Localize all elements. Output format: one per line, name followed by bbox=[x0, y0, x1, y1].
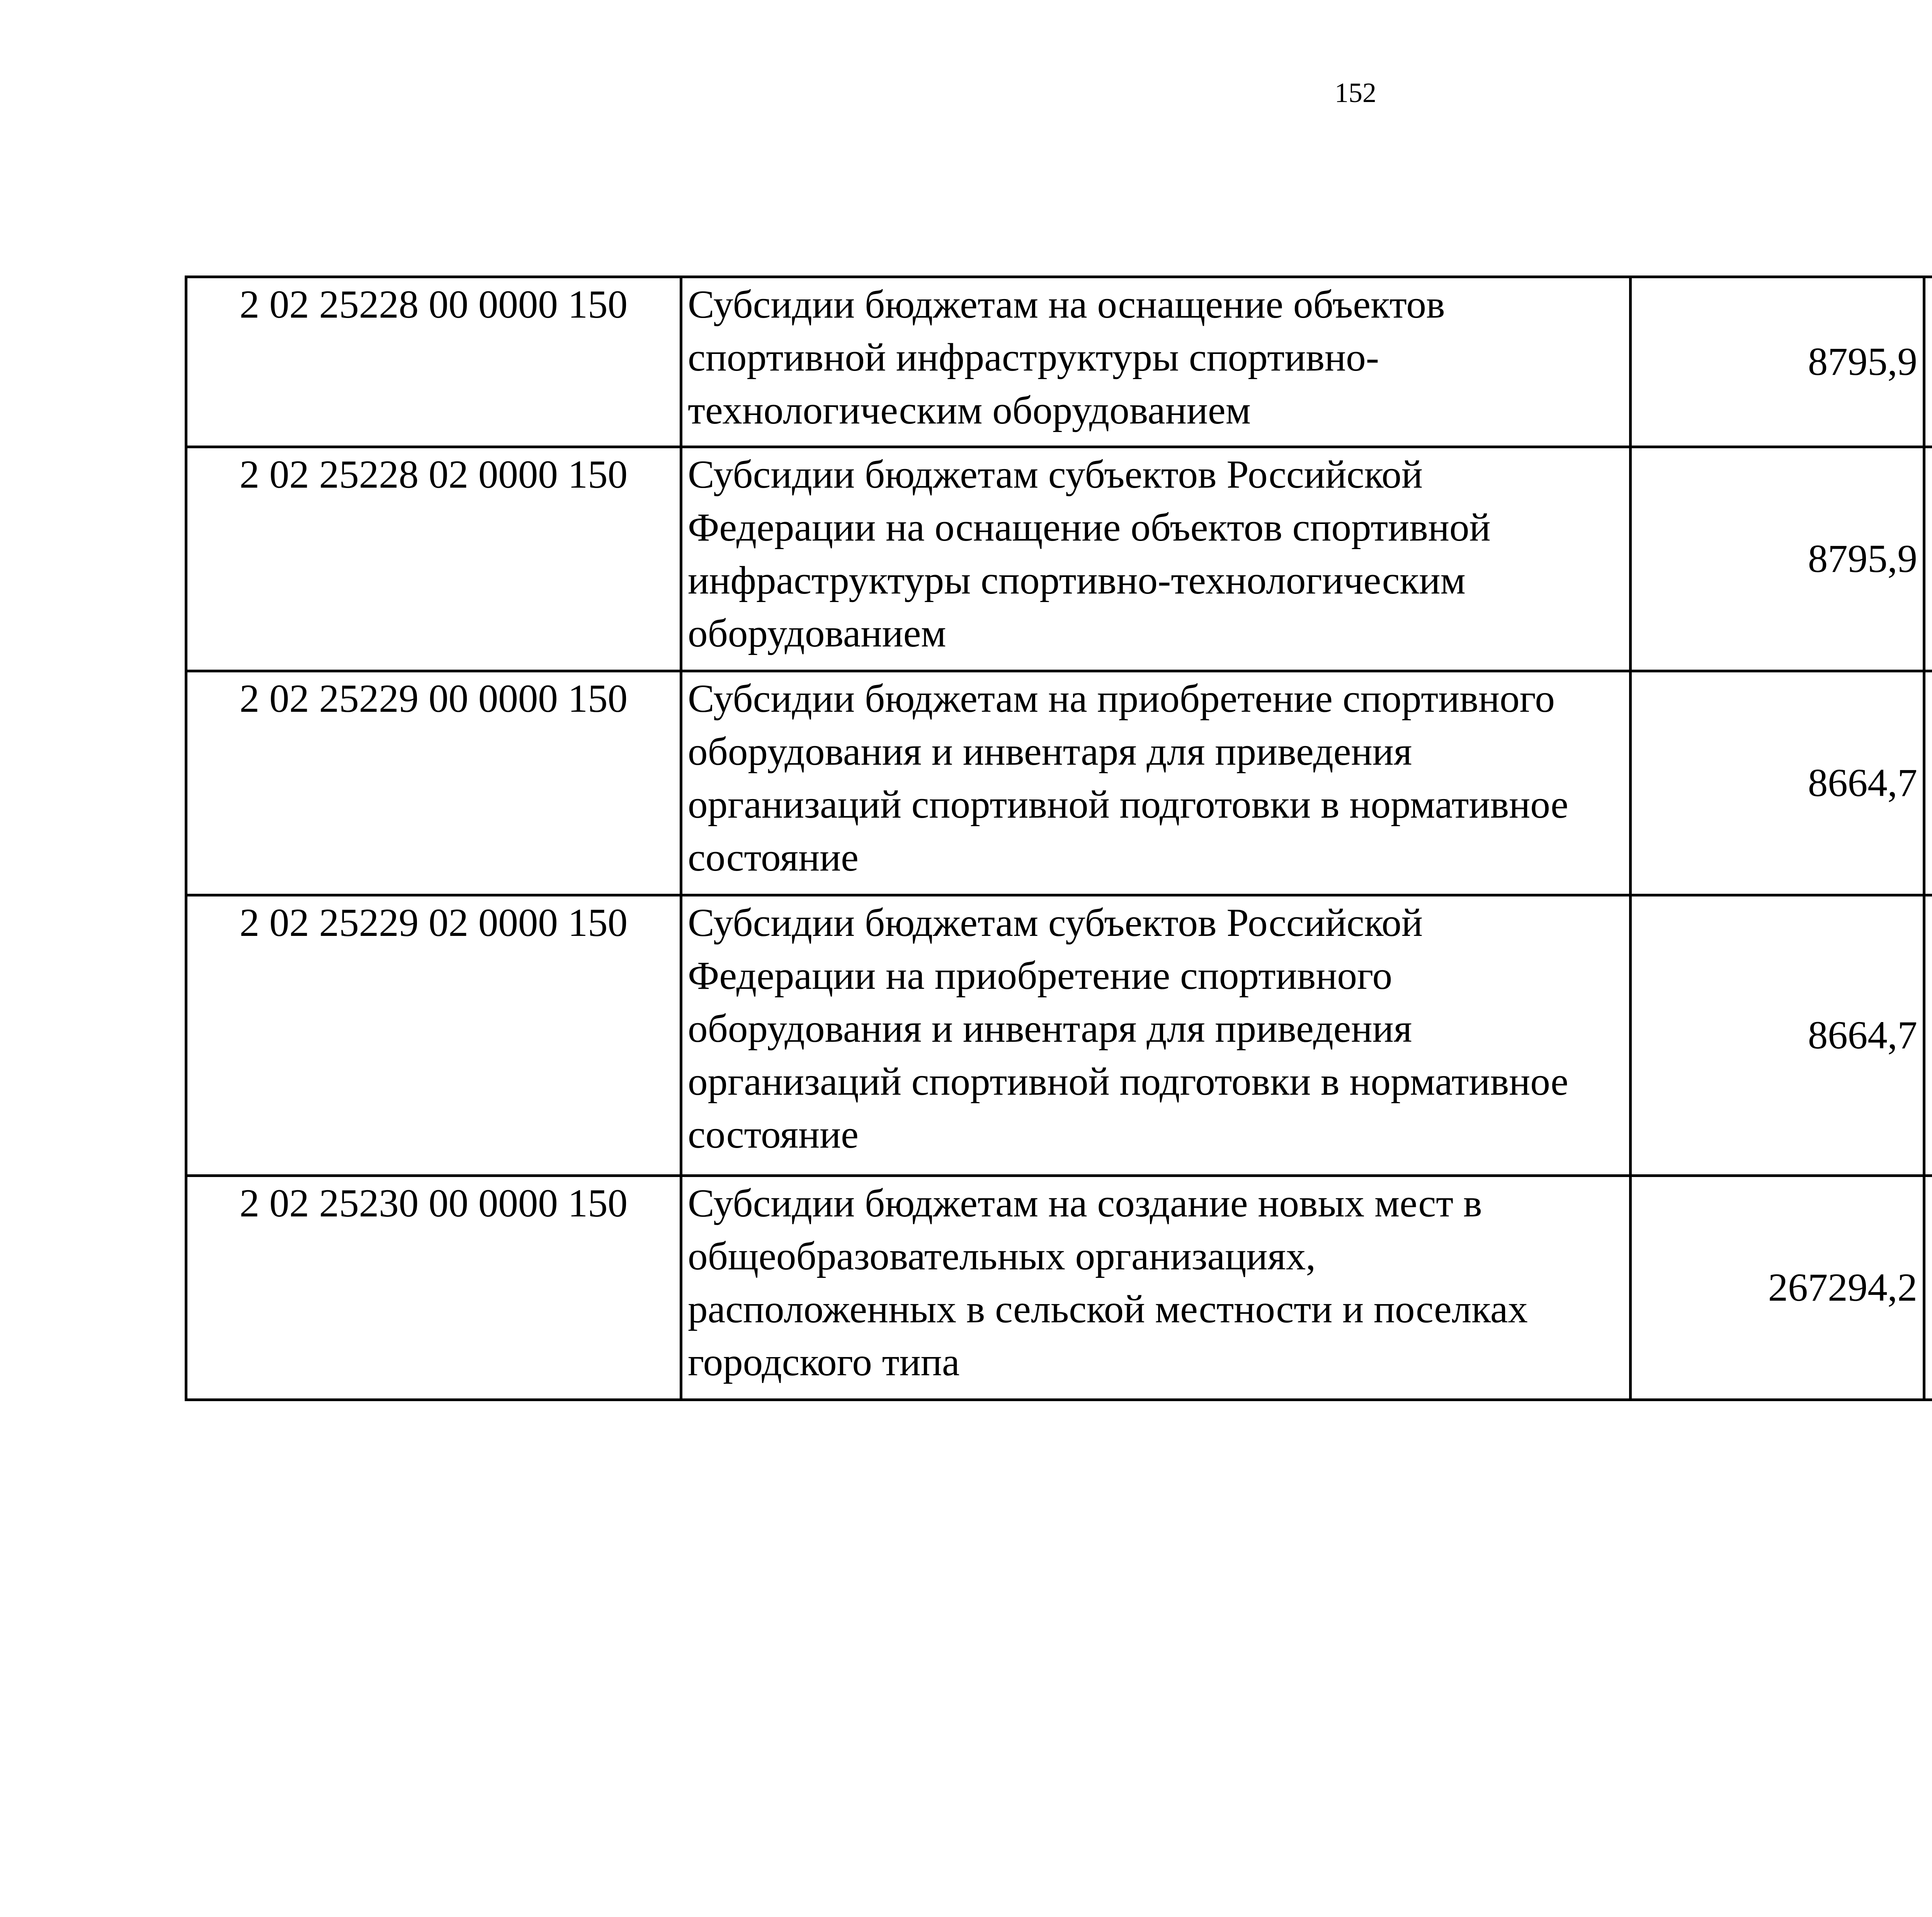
description-cell bbox=[681, 447, 1631, 671]
amount-cell: 8795,9 bbox=[1631, 277, 1924, 447]
budget-code-cell: 2 02 25230 00 0000 150 bbox=[186, 1176, 681, 1400]
description-cell bbox=[681, 1176, 1631, 1400]
table-row bbox=[186, 1176, 1932, 1400]
description-line: Субсидии бюджетам на приобретение спортивного bbox=[688, 677, 1555, 721]
description-line: состояние bbox=[688, 835, 859, 879]
description-cell bbox=[681, 671, 1631, 895]
description-line: инфраструктуры спортивно-технологическим bbox=[688, 558, 1466, 602]
table-row bbox=[186, 671, 1932, 895]
description-line: Федерации на приобретение спортивного bbox=[688, 954, 1393, 998]
description-line: состояние bbox=[688, 1112, 859, 1157]
description-line: общеобразовательных организациях, bbox=[688, 1234, 1316, 1278]
description-line: оборудования и инвентаря для приведения bbox=[688, 1007, 1412, 1051]
description-cell bbox=[681, 895, 1631, 1176]
table-row bbox=[186, 277, 1932, 447]
description-line: технологическим оборудованием bbox=[688, 388, 1251, 432]
description-cell bbox=[681, 277, 1631, 447]
description-line: организаций спортивной подготовки в нормативное bbox=[688, 1060, 1568, 1104]
amount-cell: 8795,9 bbox=[1631, 447, 1924, 671]
amount-cell bbox=[1924, 895, 1932, 1176]
description-line: организаций спортивной подготовки в нормативное bbox=[688, 782, 1568, 827]
description-line: расположенных в сельской местности и поселках bbox=[688, 1287, 1528, 1331]
amount-cell bbox=[1924, 447, 1932, 671]
description-line: Субсидии бюджетам на оснащение объектов bbox=[688, 282, 1445, 327]
description-line: Федерации на оснащение объектов спортивной bbox=[688, 505, 1491, 549]
amount-cell bbox=[1924, 671, 1932, 895]
description-line: оборудования и инвентаря для приведения bbox=[688, 730, 1412, 774]
budget-code-cell: 2 02 25229 00 0000 150 bbox=[186, 671, 681, 895]
amount-cell bbox=[1924, 1176, 1932, 1400]
amount-cell: 267294,2 bbox=[1631, 1176, 1924, 1400]
amount-cell: 8664,7 bbox=[1631, 895, 1924, 1176]
budget-code-cell: 2 02 25229 02 0000 150 bbox=[186, 895, 681, 1176]
description-line: Субсидии бюджетам на создание новых мест в bbox=[688, 1181, 1482, 1225]
amount-cell bbox=[1924, 277, 1932, 447]
table-row bbox=[186, 895, 1932, 1176]
description-line: Субсидии бюджетам субъектов Российской bbox=[688, 452, 1423, 497]
table-row bbox=[186, 447, 1932, 671]
budget-code-cell: 2 02 25228 00 0000 150 bbox=[186, 277, 681, 447]
amount-cell: 8664,7 bbox=[1631, 671, 1924, 895]
description-line: оборудованием bbox=[688, 611, 946, 655]
page-number: 152 bbox=[1335, 77, 1376, 108]
budget-code-cell: 2 02 25228 02 0000 150 bbox=[186, 447, 681, 671]
description-line: спортивной инфраструктуры спортивно- bbox=[688, 335, 1379, 379]
description-line: городского типа bbox=[688, 1340, 960, 1384]
description-line: Субсидии бюджетам субъектов Российской bbox=[688, 901, 1423, 945]
budget-table bbox=[185, 276, 1932, 1401]
